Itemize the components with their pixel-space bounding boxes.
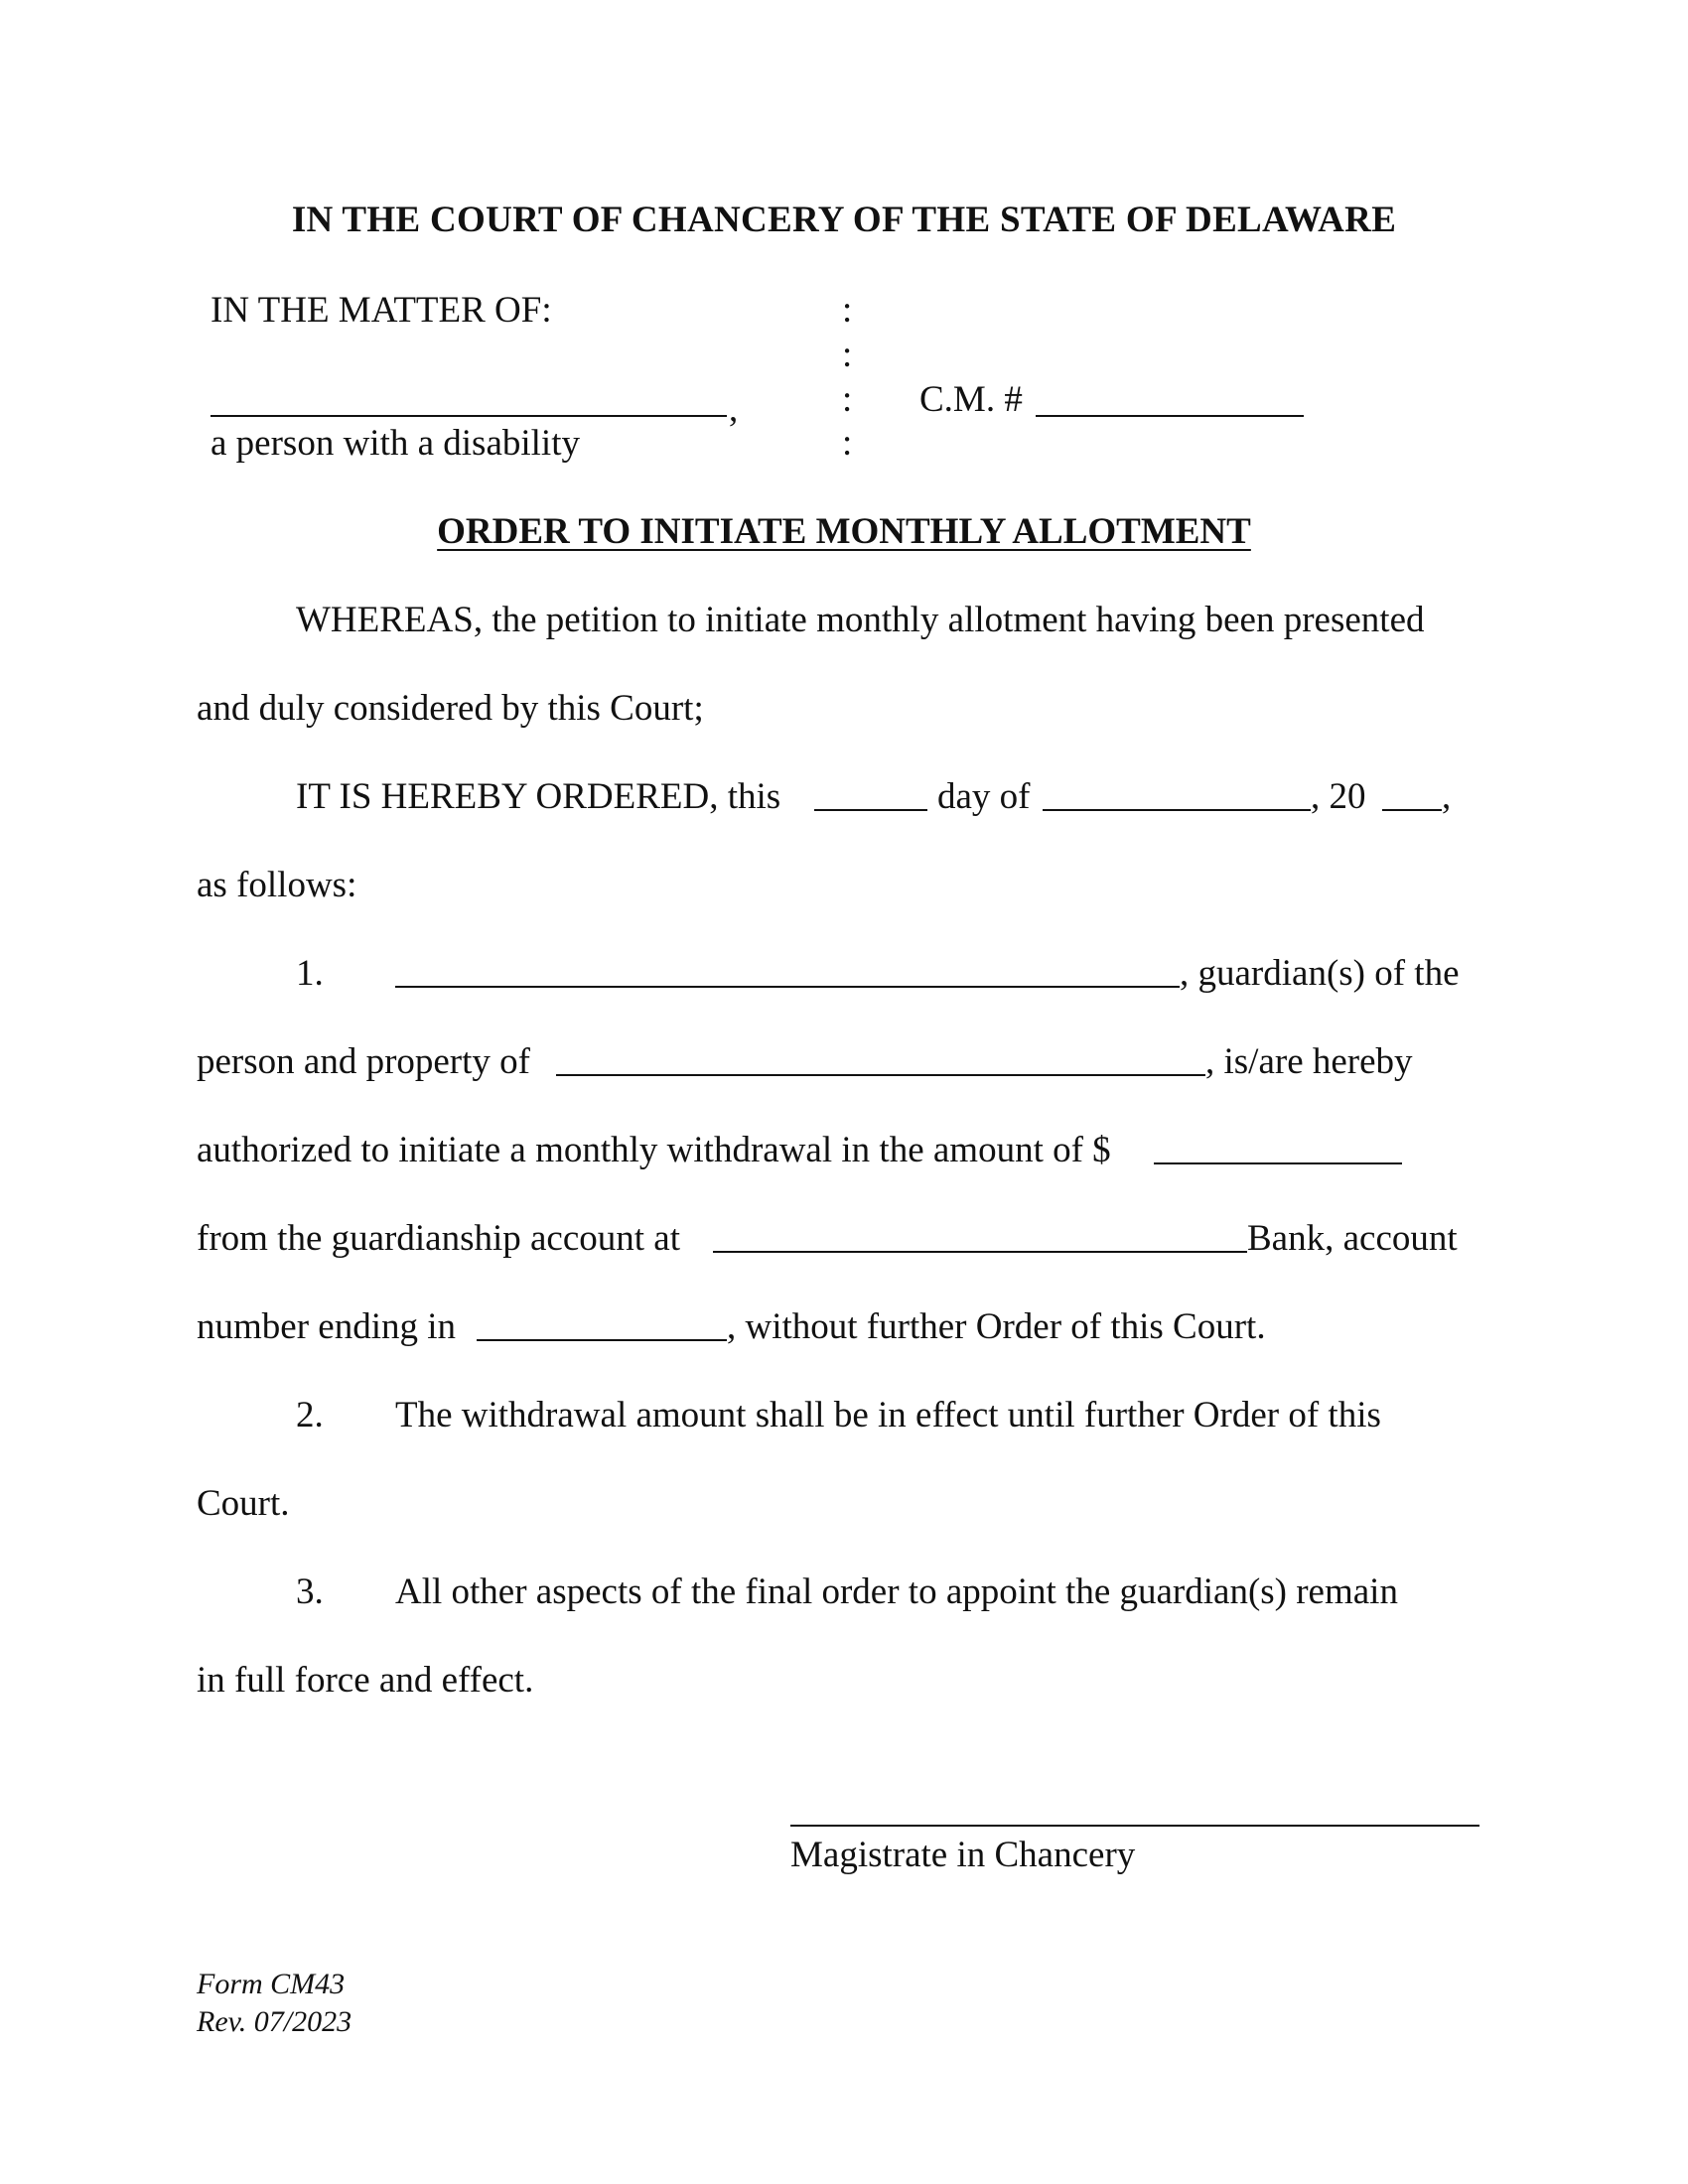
person-name-comma: ,	[729, 389, 739, 430]
item-2-line-1: The withdrawal amount shall be in effect until further Order of this	[395, 1395, 1381, 1435]
bank-prefix: from the guardianship account at	[197, 1218, 680, 1259]
matter-label: IN THE MATTER OF:	[211, 290, 552, 331]
caption-separator: :	[842, 423, 853, 464]
year-blank[interactable]	[1382, 809, 1442, 811]
bank-name-blank[interactable]	[713, 1251, 1247, 1253]
ordered-prefix: IT IS HEREBY ORDERED, this	[296, 776, 781, 817]
signature-label: Magistrate in Chancery	[790, 1835, 1136, 1875]
year-prefix: , 20	[1311, 776, 1366, 817]
caption-separator: :	[842, 290, 853, 331]
month-blank[interactable]	[1043, 809, 1311, 811]
day-blank[interactable]	[814, 809, 927, 811]
item-1-number: 1.	[296, 953, 324, 994]
item-3-line-2: in full force and effect.	[197, 1660, 534, 1701]
cm-number-blank[interactable]	[1036, 415, 1304, 417]
amount-text: authorized to initiate a monthly withdrawal in the amount of $	[197, 1130, 1111, 1170]
amount-blank[interactable]	[1154, 1162, 1402, 1164]
ordered-suffix: ,	[1442, 776, 1452, 817]
caption-separator: :	[842, 335, 853, 375]
item-2-line-2: Court.	[197, 1483, 290, 1524]
bank-suffix: Bank, account	[1247, 1218, 1458, 1259]
cm-number-label: C.M. #	[919, 379, 1023, 420]
caption-separator: :	[842, 379, 853, 420]
account-prefix: number ending in	[197, 1306, 457, 1347]
guardian-suffix: , guardian(s) of the	[1180, 953, 1460, 994]
whereas-line-2: and duly considered by this Court;	[197, 688, 704, 729]
form-number: Form CM43	[197, 1968, 346, 2000]
signature-line[interactable]	[790, 1825, 1479, 1827]
ward-name-blank[interactable]	[556, 1074, 1205, 1076]
court-title: IN THE COURT OF CHANCERY OF THE STATE OF DELAWARE	[291, 200, 1397, 240]
item-2-number: 2.	[296, 1395, 324, 1435]
person-property-suffix: , is/are hereby	[1205, 1041, 1413, 1082]
whereas-line-1: WHEREAS, the petition to initiate monthly allotment having been presented	[296, 600, 1425, 640]
guardian-name-blank[interactable]	[395, 986, 1180, 988]
day-of-label: day of	[937, 776, 1031, 817]
account-number-blank[interactable]	[477, 1339, 727, 1341]
person-property-prefix: person and property of	[197, 1041, 530, 1082]
order-heading: ORDER TO INITIATE MONTHLY ALLOTMENT	[437, 511, 1251, 552]
form-revision: Rev. 07/2023	[197, 2005, 352, 2038]
person-name-blank[interactable]	[211, 415, 727, 417]
ordered-line-2: as follows:	[197, 865, 357, 905]
item-3-number: 3.	[296, 1571, 324, 1612]
account-suffix: , without further Order of this Court.	[727, 1306, 1266, 1347]
person-description: a person with a disability	[211, 423, 580, 464]
item-3-line-1: All other aspects of the final order to appoint the guardian(s) remain	[395, 1571, 1398, 1612]
